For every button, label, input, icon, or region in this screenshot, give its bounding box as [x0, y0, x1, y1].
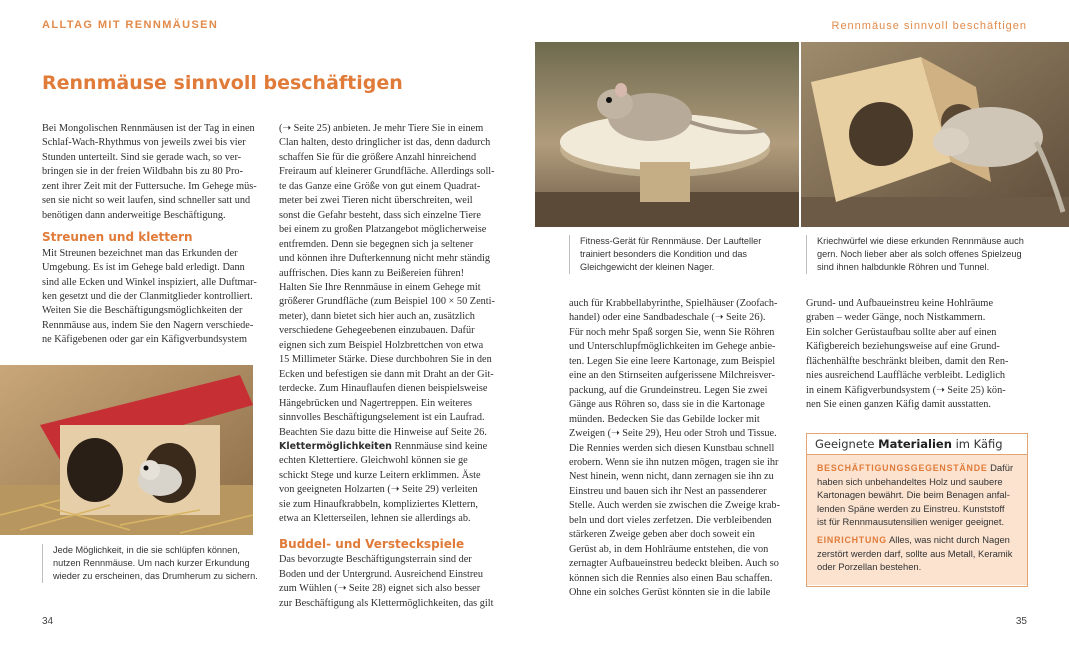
keyword-klettermoeglichkeiten: Klettermöglichkeiten [279, 440, 392, 452]
info-box-heading-post: im Käfig [951, 437, 1003, 451]
column-4-paragraph: Grund- und Aufbaueinstreu keine Hohlräume graben – weder Gänge, noch Nistkammern. Ein solcher Gerüstaufbau sollte aber auf einen Käfigbereich beziehungsweise auf eine Grund- flächenhälfte beschränkt bleiben, damit den Ren- nies ausreichend Lauffläche verbleibt. Lediglich in einem Käfigverbundsystem (➝ Seite 25) kön- nen Sie einen ganzen Käfig damit ausstatten. [806, 298, 1009, 411]
info-item-1-text: Dafür haben sich unbehandeltes Holz und saubere Kartonagen bewährt. Die beim Benagen anfal- lenden Späne werden zu Einstreu. Kunststoff ist für Rennmausutensilien weniger geeignet. [817, 462, 1014, 527]
info-box-heading [807, 434, 1027, 455]
column-2-paragraph-2: Rennmäuse sind keine echten Klettertiere. Gleichwohl können sie ge schickt Stege und kurze Leitern erklimmen. Äste von geeigneten Holzarten (➝ Seite 29) verleiten sie zum Hinaufkrabbeln, kompliziertes Klettern, etwa an Kletterseilen, lehnen sie allerdings ab. [279, 440, 488, 525]
column-1 [42, 122, 264, 348]
column-3 [569, 297, 793, 601]
gerbil-house-illustration [0, 365, 253, 535]
column-4 [806, 297, 1030, 413]
intro-paragraph: Bei Mongolischen Rennmäusen ist der Tag in einen Schlaf-Wach-Rhythmus von jeweils zwei bis vier Stunden unterteilt. Sind sie gerade wach, so ver- bringen sie in der freien Wildbahn bis zu 80 Pro- zent ihrer Zeit mit der Futtersuche. Im Gehege müs- sen sie nicht so weit laufen, sind schneller satt und benötigen dann anderweitige Beschäftigung. [42, 123, 257, 221]
running-header-right: Rennmäuse sinnvoll beschäftigen [831, 20, 1027, 32]
info-box-heading-pre: Geeignete [815, 437, 879, 451]
info-box-body [807, 455, 1027, 585]
column-3-paragraph: auch für Krabbellabyrinthe, Spielhäuser (Zoofach- handel) oder eine Sandbadeschale (➝ Seite 26). Für noch mehr Spaß sorgen Sie, wenn Sie Röhren und Unterschlupfmöglichkeiten im Gehege anbie- ten. Legen Sie eine leere Kartonage, zum Beispiel eine an den Stirnseiten aufgerissene Milchreisver- packung, auf die Grundeinstreu. Legen Sie zwei Gänge aus Röhren so, dass sie in die Kartonage münden. Bedecken Sie das Gebilde locker mit Zweigen (➝ Seite 29), Heu oder Stroh und Tissue. Die Rennies werden sich diesen Kunstbau schnell erobern. Wenn sie ihn nutzen mögen, tragen sie ihr Nest hinein, wenn nicht, dann zernagen sie ihn zu Einstreu und bauen sich ihr Nest an passenderer Stelle. Auch werden sie zwischen die Zweige krab- beln und dort vieles zerfetzen. Die verbleibenden stärkeren Zweige geben aber doch soweit ein Gerüst ab, in dem Hohlräume entstehen, die von zernagter Aufbaueinstreu bedeckt bleiben. Auch so können sich die Rennies also einen Bau schaffen. Ohne ein solches Gerüst könnten sie in die labile [569, 298, 781, 599]
page-number-left: 34 [42, 616, 54, 627]
info-item-2-text: Alles, was nicht durch Nagen zerstört werden darf, sollte aus Metall, Keramik oder Porzellan bestehen. [817, 534, 1013, 573]
column-2-paragraph-3: Das bevorzugte Beschäftigungsterrain sind der Boden und der Untergrund. Ausreichend Einstreu zum Wühlen (➝ Seite 28) eignet sich also besser zur Beschäftigung als Klettermöglichkeiten, das gilt [279, 554, 494, 609]
column-2 [279, 122, 501, 611]
info-item-2-keyword: EINRICHTUNG [817, 535, 887, 546]
photo-running-disc [535, 42, 799, 227]
photo-wooden-cube [801, 42, 1069, 227]
caption-photo-left: Jede Möglichkeit, in die sie schlüpfen können, nutzen Rennmäuse. Um nach kurzer Erkundung wieder zu erscheinen, das Drumherum zu sichern. [42, 544, 273, 583]
photo-gerbil-house [0, 365, 253, 535]
page-number-right: 35 [1015, 616, 1027, 627]
page-title: Rennmäuse sinnvoll beschäftigen [42, 72, 403, 94]
section-heading-streunen: Streunen und klettern [42, 230, 193, 245]
streunen-paragraph: Mit Streunen bezeichnet man das Erkunden der Umgebung. Es ist im Gehege bald erledigt. Dann sind alle Ecken und Winkel inspiziert, alle Duftmar- ken gesetzt und die der Clanmitglieder kontrolliert. Weiten Sie die Beschäftigungsmöglichkeiten der Rennmäuse aus, indem Sie den Nagern verschiede- ne Käfigebenen oder gar ein Käfigverbundsystem [42, 247, 257, 346]
info-box-materialien [806, 433, 1028, 587]
column-2-paragraph-1: (➝ Seite 25) anbieten. Je mehr Tiere Sie in einem Clan halten, desto dringlicher ist das, denn dadurch schaffen Sie für die größere Anzahl hinreichend Freiraum auf kleinerer Grundfläche. Allerdings soll- te das Ganze eine Größe von gut einem Quadrat- meter bei zwei Tieren nicht überschreiten, weil sonst die Gefahr besteht, dass sich einzelne Tiere bei einem zu großen Platzangebot möglicherweise entfremden. Denn sie begegnen sich ja seltener und können ihre Dufterkennung nicht mehr ständig auffrischen. Dies kann zu Beißereien führen! Halten Sie Ihre Rennmäuse in einem Gehege mit größerer Grundfläche (zum Beispiel 100 × 50 Zenti- meter), dann bietet sich hier auch an, zusätzlich verschiedene Gehegeebenen einzubauen. Dafür eignen sich zum Beispiel Holzbrettchen von etwa 15 Millimeter Stärke. Diese durchbohren Sie in den Ecken und befestigen sie dann mit Draht an der Git- terdecke. Zum Hinauflaufen dienen beispielsweise Hängebrücken und Nagertreppen. Ein weiteres sinnvolles Beschäftigungselement ist ein Laufrad. Beachten Sie dazu bitte die Hinweise auf Seite 26. [279, 123, 495, 438]
info-item-beschaeftigung [817, 461, 1019, 528]
running-disc-illustration [535, 42, 799, 227]
info-box-heading-bold: Materialien [878, 437, 952, 451]
running-header-left: ALLTAG MIT RENNMÄUSEN [42, 19, 219, 31]
wooden-cube-illustration [801, 42, 1069, 227]
section-heading-buddel: Buddel- und Versteckspiele [279, 536, 465, 551]
info-item-einrichtung [817, 533, 1019, 574]
info-item-1-keyword: BESCHÄFTIGUNGSGEGENSTÄNDE [817, 463, 988, 473]
caption-wooden-cube: Kriechwürfel wie diese erkunden Rennmäuse auch gern. Noch lieber aber als solch offenes Spielzeug sind ihnen halbdunkle Röhren und Tunnel. [806, 235, 1039, 274]
caption-running-disc: Fitness-Gerät für Rennmäuse. Der Laufteller trainiert besonders die Kondition und das Gleichgewicht der kleinen Nager. [569, 235, 800, 274]
